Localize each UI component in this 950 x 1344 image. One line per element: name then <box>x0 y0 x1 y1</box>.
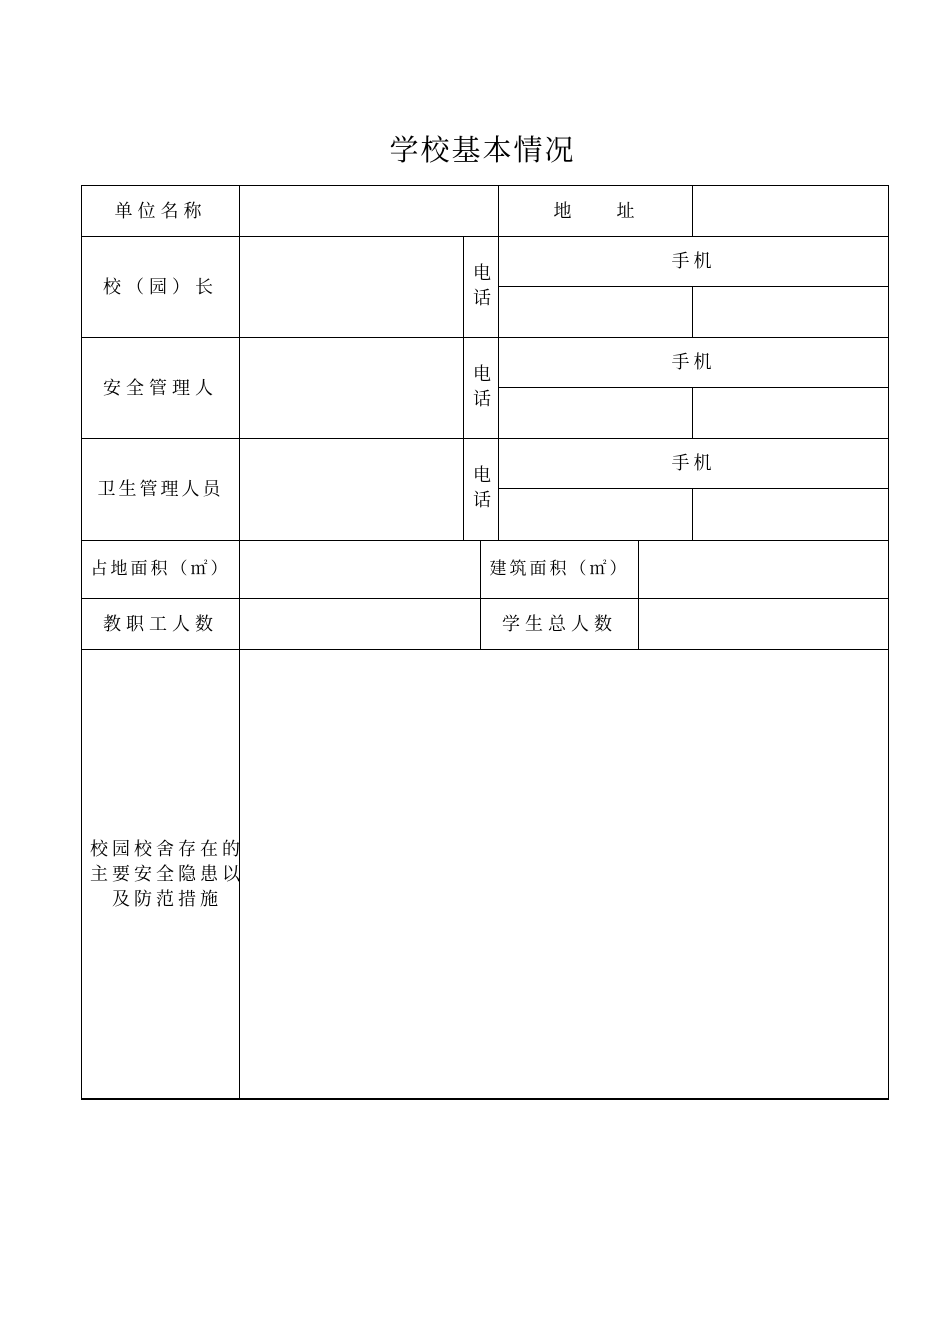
staff-count-field[interactable] <box>240 599 480 649</box>
phone-label: 电话 <box>473 364 491 410</box>
column-divider <box>463 236 464 541</box>
land-area-label: 占地面积（㎡） <box>90 559 231 579</box>
principal-label: 校（园）长 <box>103 276 218 298</box>
health-manager-name-field[interactable] <box>240 439 463 540</box>
student-count-label: 学生总人数 <box>502 613 617 635</box>
hazards-field[interactable] <box>240 650 888 1098</box>
mobile-field[interactable] <box>693 388 888 438</box>
staff-count-label: 教职工人数 <box>103 613 218 635</box>
hazards-label: 校园校舍存在的主要安全隐患以及防范措施 <box>90 838 244 910</box>
mobile-field[interactable] <box>693 287 888 337</box>
mobile-label: 手机 <box>671 453 716 474</box>
address-field[interactable] <box>693 186 888 236</box>
mobile-label: 手机 <box>671 352 716 373</box>
table-border-bottom <box>81 1098 889 1100</box>
building-area-field[interactable] <box>639 541 888 598</box>
phone-field[interactable] <box>499 489 692 540</box>
health-manager-label: 卫生管理人员 <box>97 479 224 500</box>
safety-manager-name-field[interactable] <box>240 338 463 438</box>
address-label: 地 址 <box>553 200 638 222</box>
unit-name-field[interactable] <box>240 186 498 236</box>
phone-field[interactable] <box>499 388 692 438</box>
land-area-field[interactable] <box>240 541 480 598</box>
table-border-right <box>888 185 889 1100</box>
building-area-label: 建筑面积（㎡） <box>489 559 630 579</box>
phone-field[interactable] <box>499 287 692 337</box>
phone-label: 电话 <box>473 263 491 309</box>
student-count-field[interactable] <box>639 599 888 649</box>
unit-name-label: 单位名称 <box>114 200 207 222</box>
mobile-field[interactable] <box>693 489 888 540</box>
safety-manager-label: 安全管理人 <box>103 377 218 399</box>
phone-label: 电话 <box>473 465 491 511</box>
principal-name-field[interactable] <box>240 237 463 337</box>
mobile-label: 手机 <box>671 251 716 272</box>
page-title: 学校基本情况 <box>389 133 576 167</box>
